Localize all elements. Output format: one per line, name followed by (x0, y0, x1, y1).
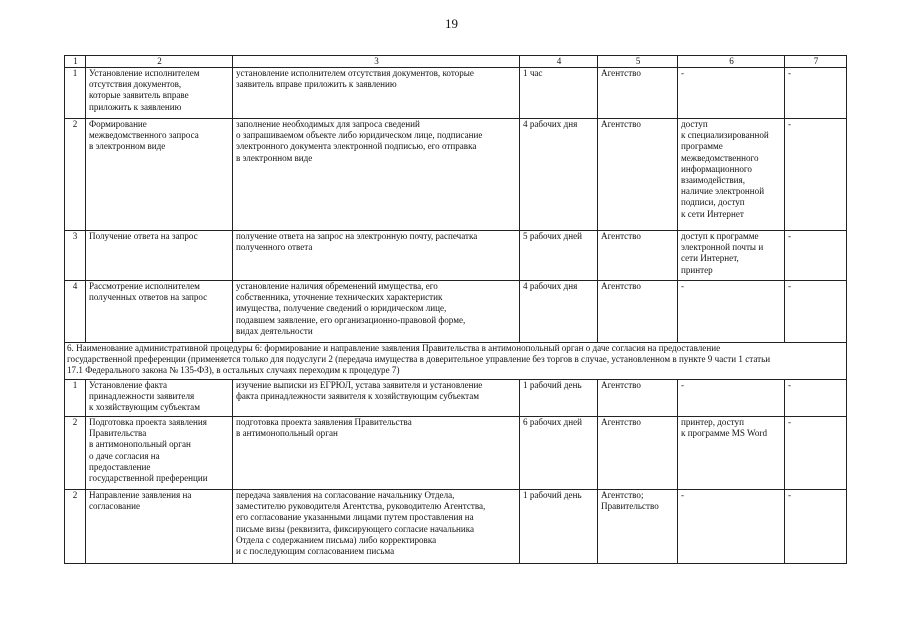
action-cell: Направление заявления на согласование (86, 490, 233, 564)
row-number: 2 (65, 417, 86, 490)
table-row (65, 281, 847, 343)
forms-cell: - (785, 119, 847, 231)
table-header-row (65, 56, 847, 68)
section-heading-row (65, 343, 847, 380)
table-row (65, 231, 847, 281)
row-number: 3 (65, 231, 86, 281)
header-cell: 4 (520, 56, 598, 68)
row-number: 2 (65, 119, 86, 231)
resources-cell: доступ к специализированной программе межведомственного информационного взаимодействия, наличие электронной подписи, доступ к сети Интернет (678, 119, 785, 231)
forms-cell: - (785, 490, 847, 564)
resources-cell: - (678, 281, 785, 343)
description-cell: установление наличия обременений имущества, его собственника, уточнение технических характеристик имущества, получение сведений о юридическом лице, подавшем заявление, его организационно-правовой форме, видах деятельности (233, 281, 520, 343)
action-cell: Рассмотрение исполнителем полученных ответов на запрос (86, 281, 233, 343)
description-cell: передача заявления на согласование начальнику Отдела, заместителю руководителя Агентства, руководителю Агентства, его согласование указанными лицами путем проставления на письме визы (реквизита, фиксирующего согласие начальника Отдела с содержанием письма) либо корректировка и с последующим согласованием письма (233, 490, 520, 564)
resources-cell: доступ к программе электронной почты и сети Интернет, принтер (678, 231, 785, 281)
forms-cell: - (785, 231, 847, 281)
time-cell: 1 рабочий день (520, 490, 598, 564)
header-cell: 7 (785, 56, 847, 68)
resources-cell: принтер, доступ к программе MS Word (678, 417, 785, 490)
time-cell: 5 рабочих дней (520, 231, 598, 281)
procedure-table (64, 55, 847, 564)
row-number: 1 (65, 380, 86, 417)
responsible-cell: Агентство (598, 281, 678, 343)
time-cell: 6 рабочих дней (520, 417, 598, 490)
responsible-cell: Агентство; Правительство (598, 490, 678, 564)
responsible-cell: Агентство (598, 380, 678, 417)
resources-cell: - (678, 490, 785, 564)
row-number: 1 (65, 68, 86, 119)
forms-cell: - (785, 417, 847, 490)
time-cell: 1 час (520, 68, 598, 119)
description-cell: изучение выписки из ЕГРЮЛ, устава заявителя и установление факта принадлежности заявителя к хозяйствующим субъектам (233, 380, 520, 417)
description-cell: заполнение необходимых для запроса сведений о запрашиваемом объекте либо юридическом лице, подписание электронного документа электронной подписью, его отправка в электронном виде (233, 119, 520, 231)
description-cell: получение ответа на запрос на электронную почту, распечатка полученного ответа (233, 231, 520, 281)
table-row (65, 380, 847, 417)
action-cell: Получение ответа на запрос (86, 231, 233, 281)
resources-cell: - (678, 68, 785, 119)
table-row (65, 119, 847, 231)
forms-cell: - (785, 380, 847, 417)
time-cell: 4 рабочих дня (520, 119, 598, 231)
header-cell: 5 (598, 56, 678, 68)
header-cell: 1 (65, 56, 86, 68)
action-cell: Установление исполнителем отсутствия документов, которые заявитель вправе приложить к заявлению (86, 68, 233, 119)
section-6-title: 6. Наименование административной процедуры 6: формирование и направление заявления Правительства в антимонопольный орган о даче согласия на предоставление государственной преференции (применяется только для подуслуги 2 (передача имущества в доверительное управление без торгов в случае, установленном в пункте 9 части 1 статьи 17.1 Федерального закона № 135-ФЗ), в остальных случаях переходим к процедуре 7) (65, 343, 847, 380)
header-cell: 2 (86, 56, 233, 68)
action-cell: Формирование межведомственного запроса в электронном виде (86, 119, 233, 231)
header-cell: 3 (233, 56, 520, 68)
description-cell: подготовка проекта заявления Правительства в антимонопольный орган (233, 417, 520, 490)
table-row (65, 68, 847, 119)
row-number: 2 (65, 490, 86, 564)
time-cell: 1 рабочий день (520, 380, 598, 417)
table-row (65, 417, 847, 490)
row-number: 4 (65, 281, 86, 343)
header-cell: 6 (678, 56, 785, 68)
table-row (65, 490, 847, 564)
resources-cell: - (678, 380, 785, 417)
responsible-cell: Агентство (598, 68, 678, 119)
action-cell: Установление факта принадлежности заявителя к хозяйствующим субъектам (86, 380, 233, 417)
forms-cell: - (785, 68, 847, 119)
action-cell: Подготовка проекта заявления Правительства в антимонопольный орган о даче согласия на предоставление государственной преференции (86, 417, 233, 490)
description-cell: установление исполнителем отсутствия документов, которые заявитель вправе приложить к заявлению (233, 68, 520, 119)
responsible-cell: Агентство (598, 119, 678, 231)
page-number: 19 (445, 16, 458, 31)
time-cell: 4 рабочих дня (520, 281, 598, 343)
responsible-cell: Агентство (598, 417, 678, 490)
responsible-cell: Агентство (598, 231, 678, 281)
forms-cell: - (785, 281, 847, 343)
